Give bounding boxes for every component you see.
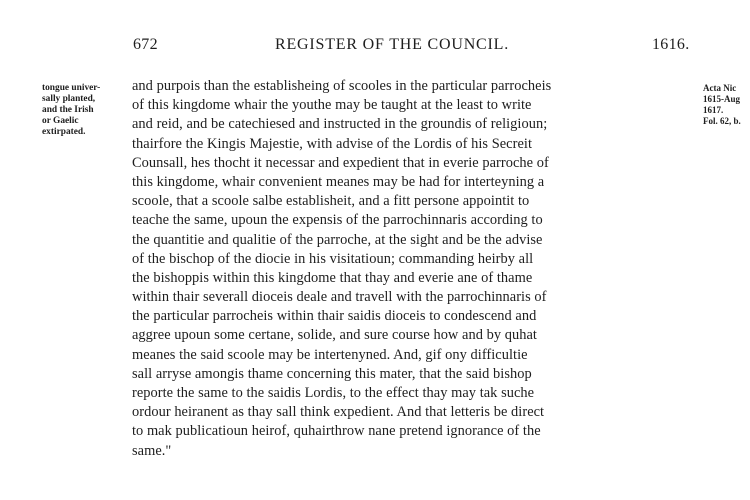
text-line: scoole, that a scoole salbe establisheit, and a fitt persone appointit to bbox=[132, 193, 530, 210]
left-note-line: sally planted, bbox=[42, 94, 96, 104]
header-year: 1616. bbox=[652, 36, 690, 53]
page-number: 672 bbox=[133, 36, 158, 53]
text-line: to mak publicatioun heirof, quhairthrow nane pretend ignorance of the bbox=[132, 423, 541, 440]
text-line: sall arryse amongis thame concerning this mater, that the said bishop bbox=[132, 365, 532, 382]
text-line: of the bischop of the diocie in his visitatioun; commanding heirby all bbox=[132, 250, 534, 267]
left-note-line: or Gaelic bbox=[42, 116, 79, 126]
text-line: the quantitie and qualitie of the parroche, at the sight and be the advise bbox=[132, 231, 543, 248]
right-note-line: 1617. bbox=[703, 105, 724, 115]
left-note-line: and the Irish bbox=[42, 105, 94, 115]
text-line: meanes the said scoole may be intertenyned. And, gif ony difficultie bbox=[132, 346, 528, 363]
right-note-line: 1615-Aug bbox=[703, 94, 741, 104]
left-note-line: extirpated. bbox=[42, 127, 86, 137]
left-margin-note bbox=[42, 83, 128, 138]
page-header bbox=[0, 36, 750, 56]
text-line: thairfore the Kingis Majestie, with advise of the Lordis of his Secreit bbox=[132, 135, 532, 152]
text-line: and reid, and be catechiesed and instructed in the groundis of religioun; bbox=[132, 116, 548, 133]
text-line: within thair severall dioceis deale and travell with the parrochinnaris of bbox=[132, 289, 547, 306]
left-note-line: tongue univer- bbox=[42, 83, 101, 93]
right-note-line: Fol. 62, b. bbox=[703, 116, 741, 126]
text-line: the particular parrocheis within thair saidis dioceis to condescend and bbox=[132, 308, 537, 325]
text-line: aggree upoun some certane, solide, and sure course how and by quhat bbox=[132, 327, 537, 344]
text-line: the bishoppis within this kingdome that thay and everie ane of thame bbox=[132, 269, 533, 286]
text-line: reporte the same to the saidis Lordis, to the effect thay may tak suche bbox=[132, 385, 535, 401]
text-line: ordour heiranent as thay sall think expedient. And that letteris be direct bbox=[132, 404, 545, 421]
text-line: teache the same, upoun the expensis of the parrochinnaris according to bbox=[132, 212, 543, 229]
running-title: REGISTER OF THE COUNCIL. bbox=[275, 36, 510, 53]
text-line: this kingdome, whair convenient meanes may be had for interteyning a bbox=[132, 173, 545, 190]
text-line: Counsall, hes thocht it necessar and expedient that in everie parroche of bbox=[132, 154, 549, 171]
right-note-line: Acta Nic bbox=[703, 83, 737, 93]
text-line: same." bbox=[132, 442, 172, 459]
body-text bbox=[132, 77, 694, 461]
text-line: of this kingdome whair the youthe may be taught at the least to write bbox=[132, 97, 532, 114]
text-line: and purpois than the establisheing of scooles in the particular parrocheis bbox=[132, 78, 552, 94]
right-margin-note bbox=[703, 83, 750, 127]
